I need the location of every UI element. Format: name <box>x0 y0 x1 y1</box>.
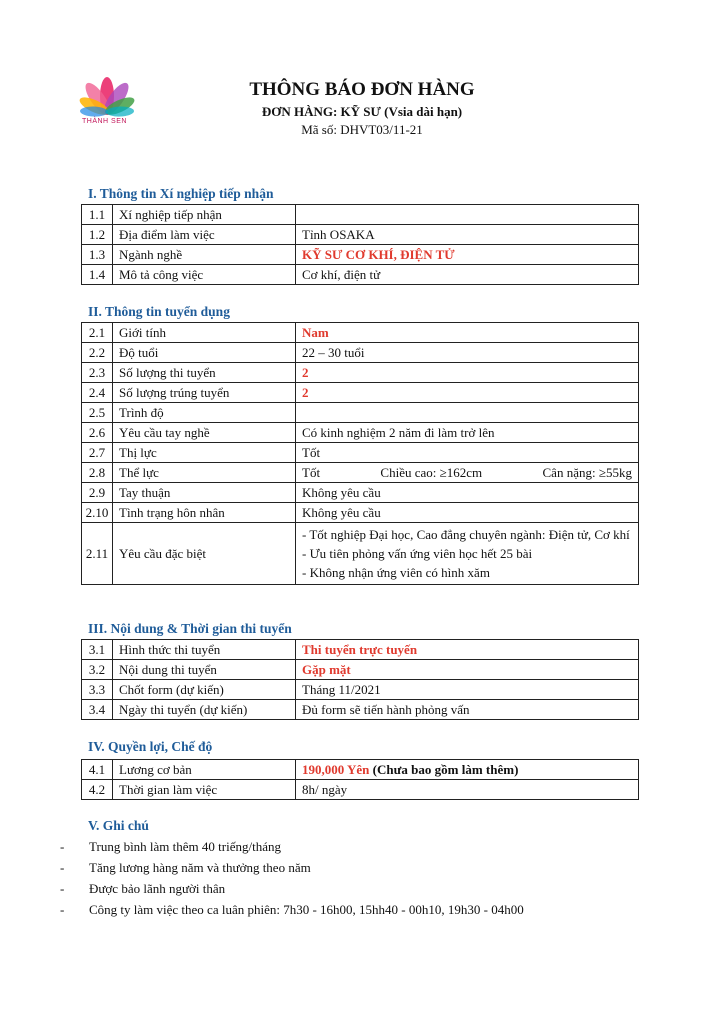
row-label: Số lượng trúng tuyển <box>113 383 296 403</box>
row-number: 2.5 <box>82 403 113 423</box>
row-value: KỸ SƯ CƠ KHÍ, ĐIỆN TỬ <box>296 245 639 265</box>
list-item <box>60 857 524 878</box>
row-label: Thời gian làm việc <box>113 780 296 800</box>
row-value: Có kinh nghiệm 2 năm đi làm trở lên <box>296 423 639 443</box>
row-number: 2.3 <box>82 363 113 383</box>
bullet-dash: - <box>60 902 65 917</box>
row-value: Nam <box>296 323 639 343</box>
row-value <box>296 205 639 225</box>
table-row <box>82 423 639 443</box>
special-requirements <box>296 523 639 585</box>
table-row <box>82 503 639 523</box>
company-info-table <box>81 204 639 285</box>
bullet-dash: - <box>60 860 65 875</box>
document-code: Mã số: DHVT03/11-21 <box>301 122 423 137</box>
section-title-exam: III. Nội dung & Thời gian thi tuyển <box>88 621 292 636</box>
row-value: 8h/ ngày <box>296 780 639 800</box>
row-label: Tình trạng hôn nhân <box>113 503 296 523</box>
section-title-recruitment: II. Thông tin tuyển dụng <box>88 304 230 319</box>
exam-info-table <box>81 639 639 720</box>
weight-requirement: Cân nặng: ≥55kg <box>542 465 632 480</box>
row-number: 2.7 <box>82 443 113 463</box>
benefits-info-table <box>81 759 639 800</box>
row-number: 1.2 <box>82 225 113 245</box>
row-label: Tay thuận <box>113 483 296 503</box>
row-number: 3.4 <box>82 700 113 720</box>
row-value: 2 <box>296 363 639 383</box>
note-text: Tăng lương hàng năm và thưởng theo năm <box>89 860 311 875</box>
table-row <box>82 225 639 245</box>
row-value: Đủ form sẽ tiến hành phỏng vấn <box>296 700 639 720</box>
row-value: Gặp mặt <box>296 660 639 680</box>
row-label: Độ tuổi <box>113 343 296 363</box>
row-value: Cơ khí, điện tử <box>296 265 639 285</box>
row-label: Yêu cầu đặc biệt <box>113 523 296 585</box>
special-requirement-line: - Không nhận ứng viên có hình xăm <box>302 565 490 580</box>
row-number: 2.9 <box>82 483 113 503</box>
table-row <box>82 483 639 503</box>
row-value <box>296 403 639 423</box>
row-label: Mô tả công việc <box>113 265 296 285</box>
table-row <box>82 245 639 265</box>
logo-text: THÀNH SEN <box>82 118 127 125</box>
section-title-benefits: IV. Quyền lợi, Chế độ <box>88 739 213 754</box>
row-value: 2 <box>296 383 639 403</box>
row-label: Lương cơ bản <box>113 760 296 780</box>
row-label: Số lượng thi tuyển <box>113 363 296 383</box>
table-row <box>82 463 639 483</box>
row-value-fitness <box>296 463 639 483</box>
row-value: Tỉnh OSAKA <box>296 225 639 245</box>
table-row <box>82 780 639 800</box>
row-value: Không yêu cầu <box>296 483 639 503</box>
row-value: Tháng 11/2021 <box>296 680 639 700</box>
row-number: 2.10 <box>82 503 113 523</box>
row-label: Chốt form (dự kiến) <box>113 680 296 700</box>
row-label: Trình độ <box>113 403 296 423</box>
row-number: 2.6 <box>82 423 113 443</box>
row-label: Yêu cầu tay nghề <box>113 423 296 443</box>
row-number: 3.3 <box>82 680 113 700</box>
salary-value <box>296 760 639 780</box>
table-row <box>82 443 639 463</box>
table-row <box>82 343 639 363</box>
row-number: 1.1 <box>82 205 113 225</box>
table-row <box>82 403 639 423</box>
notes-list <box>60 836 524 920</box>
note-text: Được bảo lãnh người thân <box>89 881 226 896</box>
row-label: Giới tính <box>113 323 296 343</box>
row-number: 2.4 <box>82 383 113 403</box>
table-row <box>82 265 639 285</box>
row-label: Thị lực <box>113 443 296 463</box>
bullet-dash: - <box>60 881 65 896</box>
row-value: Tốt <box>296 443 639 463</box>
row-number: 2.1 <box>82 323 113 343</box>
row-label: Nội dung thi tuyển <box>113 660 296 680</box>
document-title: THÔNG BÁO ĐƠN HÀNG <box>249 79 475 100</box>
salary-amount: 190,000 Yên <box>302 762 370 777</box>
list-item <box>60 878 524 899</box>
table-row <box>82 383 639 403</box>
note-text: Công ty làm việc theo ca luân phiên: 7h30 - 16h00, 15hh40 - 00h10, 19h30 - 04h00 <box>89 902 524 917</box>
table-row <box>82 700 639 720</box>
row-label: Xí nghiệp tiếp nhận <box>113 205 296 225</box>
document-subtitle: ĐƠN HÀNG: KỸ SƯ (Vsia dài hạn) <box>261 104 463 119</box>
row-label: Ngày thi tuyển (dự kiến) <box>113 700 296 720</box>
row-label: Thể lực <box>113 463 296 483</box>
fitness-value: Tốt <box>302 465 321 480</box>
row-number: 1.3 <box>82 245 113 265</box>
special-requirement-line: - Ưu tiên phỏng vấn ứng viên học hết 25 bài <box>302 546 533 561</box>
note-text: Trung bình làm thêm 40 triếng/tháng <box>89 839 281 854</box>
special-requirement-line: - Tốt nghiệp Đại học, Cao đẳng chuyên ngành: Điện tử, Cơ khí <box>302 527 630 542</box>
table-row <box>82 205 639 225</box>
table-row <box>82 640 639 660</box>
row-label: Địa điểm làm việc <box>113 225 296 245</box>
section-title-company: I. Thông tin Xí nghiệp tiếp nhận <box>88 186 274 201</box>
row-label: Hình thức thi tuyển <box>113 640 296 660</box>
height-requirement: Chiều cao: ≥162cm <box>380 465 483 480</box>
row-number: 1.4 <box>82 265 113 285</box>
table-row <box>82 660 639 680</box>
list-item <box>60 836 524 857</box>
row-number: 3.1 <box>82 640 113 660</box>
table-row <box>82 323 639 343</box>
row-number: 2.2 <box>82 343 113 363</box>
row-number: 2.11 <box>82 523 113 585</box>
row-number: 2.8 <box>82 463 113 483</box>
row-number: 3.2 <box>82 660 113 680</box>
salary-note: (Chưa bao gồm làm thêm) <box>372 762 519 777</box>
row-number: 4.2 <box>82 780 113 800</box>
table-row <box>82 363 639 383</box>
table-row <box>82 760 639 780</box>
row-value: 22 – 30 tuổi <box>296 343 639 363</box>
recruitment-info-table <box>81 322 639 585</box>
row-value: Không yêu cầu <box>296 503 639 523</box>
section-title-notes: V. Ghi chú <box>88 818 149 833</box>
list-item <box>60 899 524 920</box>
table-row <box>82 680 639 700</box>
row-value: Thi tuyển trực tuyến <box>296 640 639 660</box>
bullet-dash: - <box>60 839 65 854</box>
table-row <box>82 523 639 585</box>
row-number: 4.1 <box>82 760 113 780</box>
row-label: Ngành nghề <box>113 245 296 265</box>
